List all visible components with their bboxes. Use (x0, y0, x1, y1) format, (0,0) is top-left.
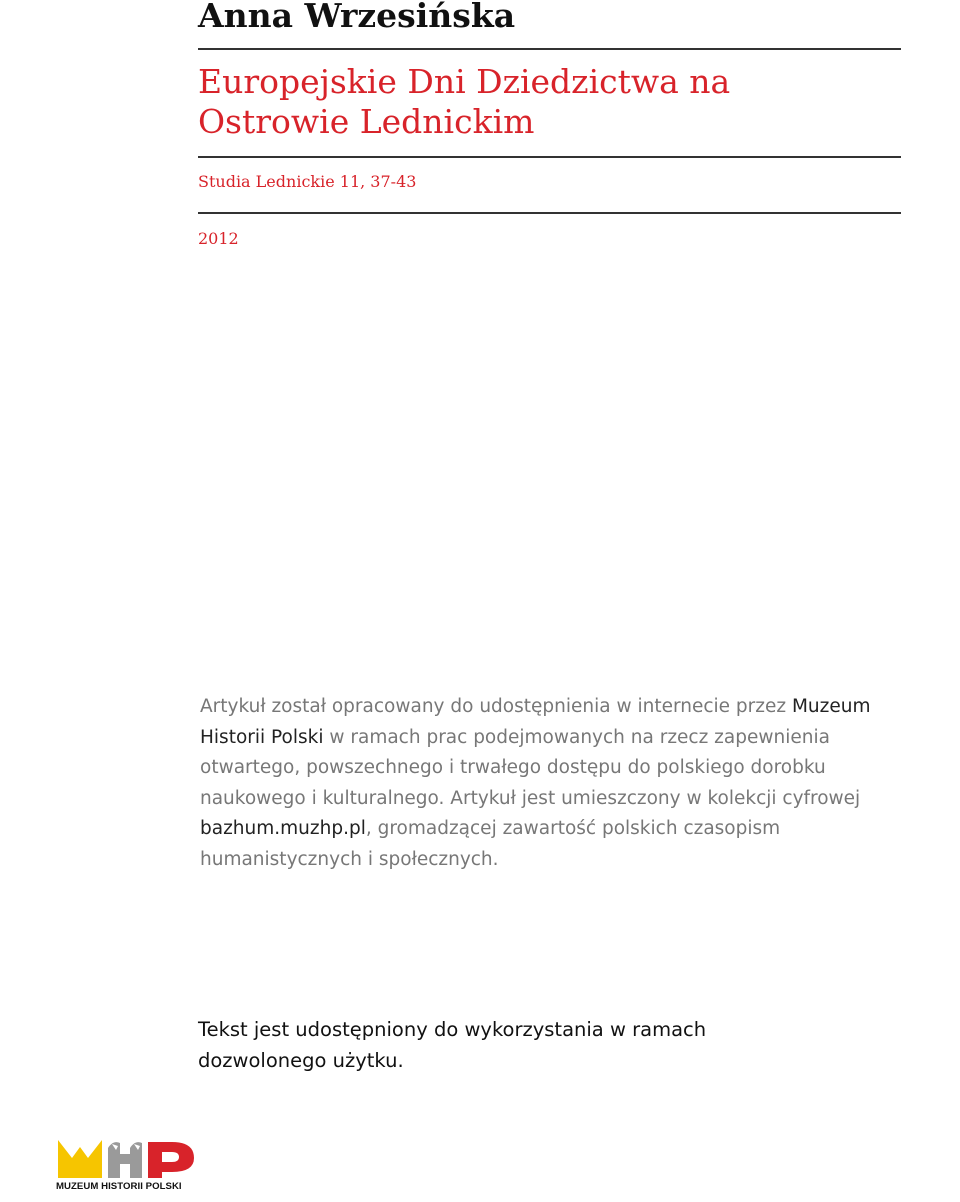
divider-bottom (198, 212, 901, 214)
fair-use-notice (198, 1014, 758, 1076)
article-title (198, 62, 888, 142)
digitization-notice (200, 692, 880, 875)
journal-source: Studia Lednickie 11, 37-43 (198, 172, 417, 191)
notice-text-1: Artykuł został opracowany do udostępnienia w internecie przez (200, 696, 792, 717)
museum-logo (56, 1138, 206, 1194)
museum-name: Muzeum Historii Polski (200, 696, 871, 748)
museum-logo-icon (56, 1138, 206, 1180)
collection-link[interactable]: bazhum.muzhp.pl (200, 818, 366, 839)
divider-top (198, 48, 901, 50)
article-title-line-1: Europejskie Dni Dziedzictwa na (198, 62, 731, 101)
fair-use-line-1: Tekst jest udostępniony do wykorzystania w ramach (198, 1018, 707, 1041)
logo-caption: MUZEUM HISTORII POLSKI (56, 1181, 182, 1192)
publication-year: 2012 (198, 229, 239, 248)
fair-use-line-2: dozwolonego użytku. (198, 1049, 404, 1072)
notice-text-2: w ramach prac podejmowanych na rzecz zapewnienia otwartego, powszechnego i trwałego dostępu do polskiego dorobku naukowego i kulturalnego. Artykuł jest umieszczony w kolekcji cyfrowej (200, 726, 861, 809)
author-name: Anna Wrzesińska (198, 0, 516, 35)
article-title-line-2: Ostrowie Lednickim (198, 102, 535, 141)
notice-text-3: , gromadzącej zawartość polskich czasopism humanistycznych i społecznych. (200, 818, 781, 870)
divider-middle (198, 156, 901, 158)
